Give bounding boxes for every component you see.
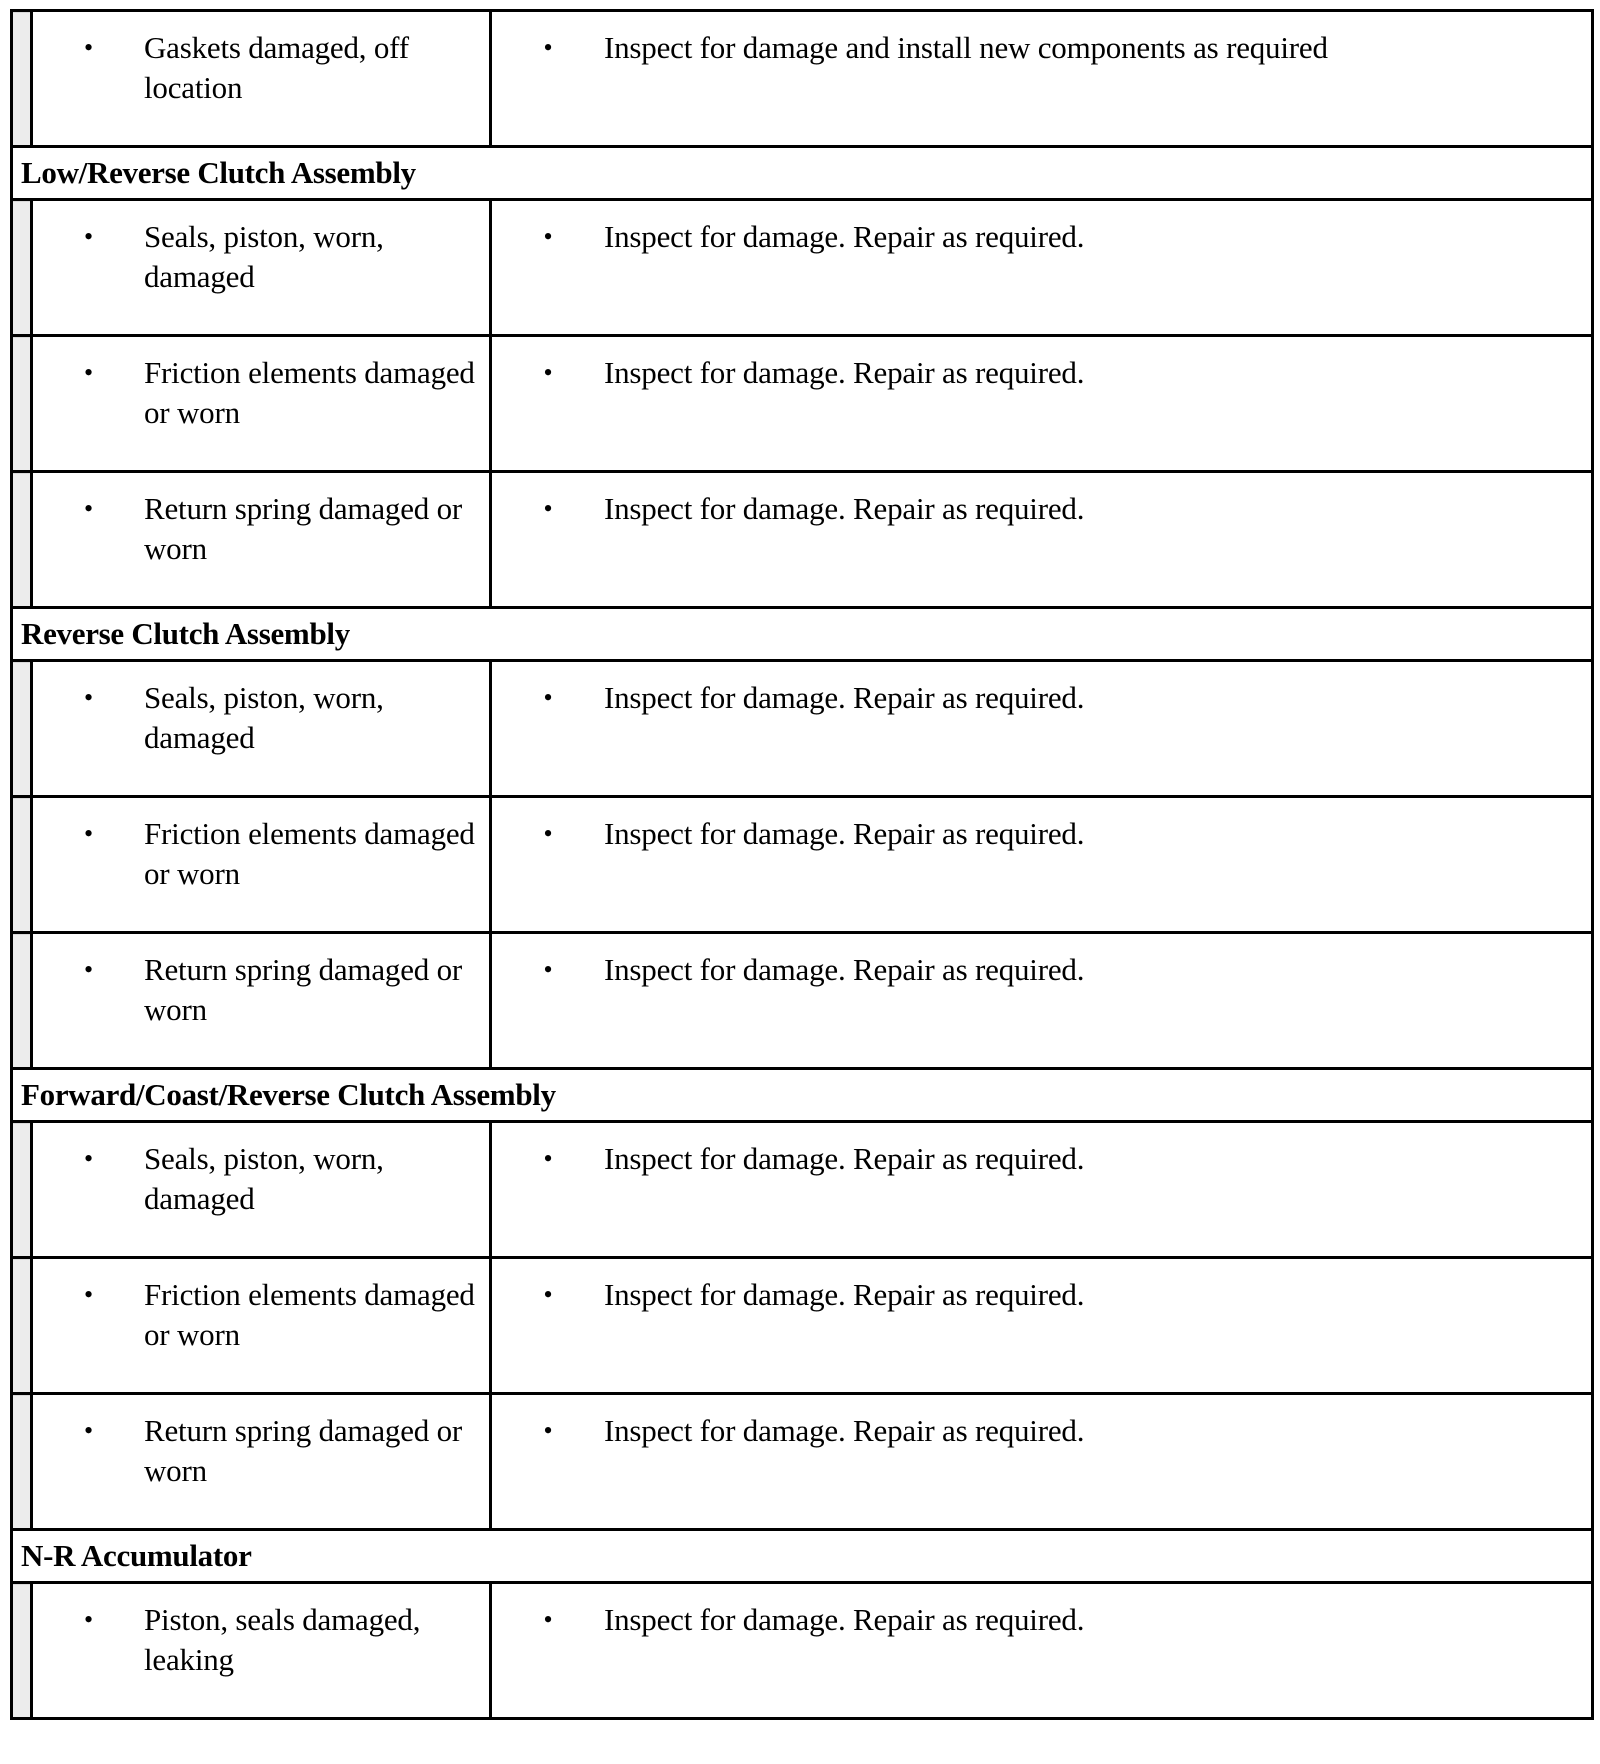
diagnosis-table-body [12, 11, 1593, 1719]
action-cell [491, 472, 1593, 608]
cause-text: Return spring damaged or worn [144, 491, 463, 566]
action-cell [491, 661, 1593, 797]
bullet-item [492, 662, 1591, 718]
cause-text: Seals, piston, worn, damaged [144, 680, 384, 755]
row-gutter [12, 933, 32, 1069]
action-text: Inspect for damage. Repair as required. [604, 1413, 1085, 1448]
action-cell [491, 200, 1593, 336]
action-text: Inspect for damage. Repair as required. [604, 491, 1085, 526]
cause-cell [32, 933, 491, 1069]
bullet-icon: • [84, 222, 93, 251]
bullet-item [33, 1395, 489, 1491]
bullet-icon: • [84, 358, 93, 387]
bullet-item [33, 798, 489, 894]
bullet-icon: • [543, 1416, 553, 1445]
bullet-item [33, 1584, 489, 1680]
row-gutter [12, 1122, 32, 1258]
bullet-icon: • [543, 494, 553, 523]
cause-cell [32, 661, 491, 797]
section-header-row [12, 147, 1593, 200]
bullet-icon: • [84, 1280, 93, 1309]
table-row [12, 1258, 1593, 1394]
bullet-icon: • [543, 955, 553, 984]
cause-text: Friction elements damaged or worn [144, 816, 475, 891]
action-cell [491, 1122, 1593, 1258]
action-text: Inspect for damage. Repair as required. [604, 355, 1085, 390]
bullet-item [492, 798, 1591, 854]
bullet-icon: • [543, 1280, 553, 1309]
bullet-icon: • [84, 33, 93, 62]
bullet-item [33, 337, 489, 433]
cause-text: Return spring damaged or worn [144, 1413, 463, 1488]
table-row [12, 1583, 1593, 1719]
bullet-icon: • [543, 1144, 553, 1173]
row-gutter [12, 797, 32, 933]
row-gutter [12, 11, 32, 147]
cause-text: Gaskets damaged, off location [144, 30, 409, 105]
table-row [12, 661, 1593, 797]
cause-text: Return spring damaged or worn [144, 952, 463, 1027]
bullet-item [33, 1123, 489, 1219]
table-row [12, 200, 1593, 336]
bullet-item [492, 473, 1591, 529]
row-gutter [12, 1258, 32, 1394]
action-text: Inspect for damage. Repair as required. [604, 680, 1085, 715]
bullet-icon: • [84, 1144, 93, 1173]
table-row [12, 472, 1593, 608]
bullet-item [492, 201, 1591, 257]
bullet-icon: • [543, 358, 553, 387]
section-title: Reverse Clutch Assembly [12, 608, 1593, 661]
action-text: Inspect for damage. Repair as required. [604, 952, 1085, 987]
cause-text: Piston, seals damaged, leaking [144, 1602, 421, 1677]
bullet-icon: • [543, 222, 553, 251]
row-gutter [12, 661, 32, 797]
action-text: Inspect for damage. Repair as required. [604, 1141, 1085, 1176]
cause-cell [32, 336, 491, 472]
action-cell [491, 1583, 1593, 1719]
action-cell [491, 1258, 1593, 1394]
bullet-item [492, 1123, 1591, 1179]
table-row [12, 1122, 1593, 1258]
section-header-row [12, 1069, 1593, 1122]
table-row [12, 933, 1593, 1069]
bullet-item [33, 662, 489, 758]
section-header-row [12, 608, 1593, 661]
cause-cell [32, 1258, 491, 1394]
cause-cell [32, 472, 491, 608]
action-text: Inspect for damage. Repair as required. [604, 1602, 1085, 1637]
bullet-icon: • [84, 494, 93, 523]
row-gutter [12, 1394, 32, 1530]
cause-cell [32, 1583, 491, 1719]
cause-text: Friction elements damaged or worn [144, 355, 475, 430]
row-gutter [12, 472, 32, 608]
action-text: Inspect for damage and install new components as required [604, 30, 1328, 65]
bullet-icon: • [543, 1605, 553, 1634]
bullet-icon: • [543, 683, 553, 712]
table-row [12, 336, 1593, 472]
cause-cell [32, 200, 491, 336]
action-cell [491, 797, 1593, 933]
cause-cell [32, 1122, 491, 1258]
row-gutter [12, 200, 32, 336]
action-text: Inspect for damage. Repair as required. [604, 816, 1085, 851]
section-title: N-R Accumulator [12, 1530, 1593, 1583]
table-row [12, 11, 1593, 147]
cause-cell [32, 11, 491, 147]
action-text: Inspect for damage. Repair as required. [604, 219, 1085, 254]
cause-text: Seals, piston, worn, damaged [144, 219, 384, 294]
bullet-item [492, 12, 1591, 68]
row-gutter [12, 1583, 32, 1719]
cause-text: Seals, piston, worn, damaged [144, 1141, 384, 1216]
bullet-icon: • [84, 955, 93, 984]
bullet-item [33, 934, 489, 1030]
table-row [12, 797, 1593, 933]
section-header-row [12, 1530, 1593, 1583]
diagnosis-table [10, 9, 1594, 1720]
section-title: Forward/Coast/Reverse Clutch Assembly [12, 1069, 1593, 1122]
bullet-item [33, 1259, 489, 1355]
action-cell [491, 1394, 1593, 1530]
action-cell [491, 11, 1593, 147]
cause-cell [32, 1394, 491, 1530]
cause-cell [32, 797, 491, 933]
cause-text: Friction elements damaged or worn [144, 1277, 475, 1352]
bullet-icon: • [84, 1605, 93, 1634]
bullet-item [492, 934, 1591, 990]
row-gutter [12, 336, 32, 472]
bullet-item [33, 12, 489, 108]
bullet-item [492, 1395, 1591, 1451]
bullet-icon: • [84, 1416, 93, 1445]
bullet-item [33, 473, 489, 569]
section-title: Low/Reverse Clutch Assembly [12, 147, 1593, 200]
bullet-item [492, 337, 1591, 393]
bullet-item [492, 1259, 1591, 1315]
bullet-icon: • [84, 683, 93, 712]
bullet-icon: • [84, 819, 93, 848]
bullet-item [492, 1584, 1591, 1640]
bullet-icon: • [543, 33, 553, 62]
table-row [12, 1394, 1593, 1530]
action-cell [491, 336, 1593, 472]
action-text: Inspect for damage. Repair as required. [604, 1277, 1085, 1312]
bullet-icon: • [543, 819, 553, 848]
bullet-item [33, 201, 489, 297]
action-cell [491, 933, 1593, 1069]
